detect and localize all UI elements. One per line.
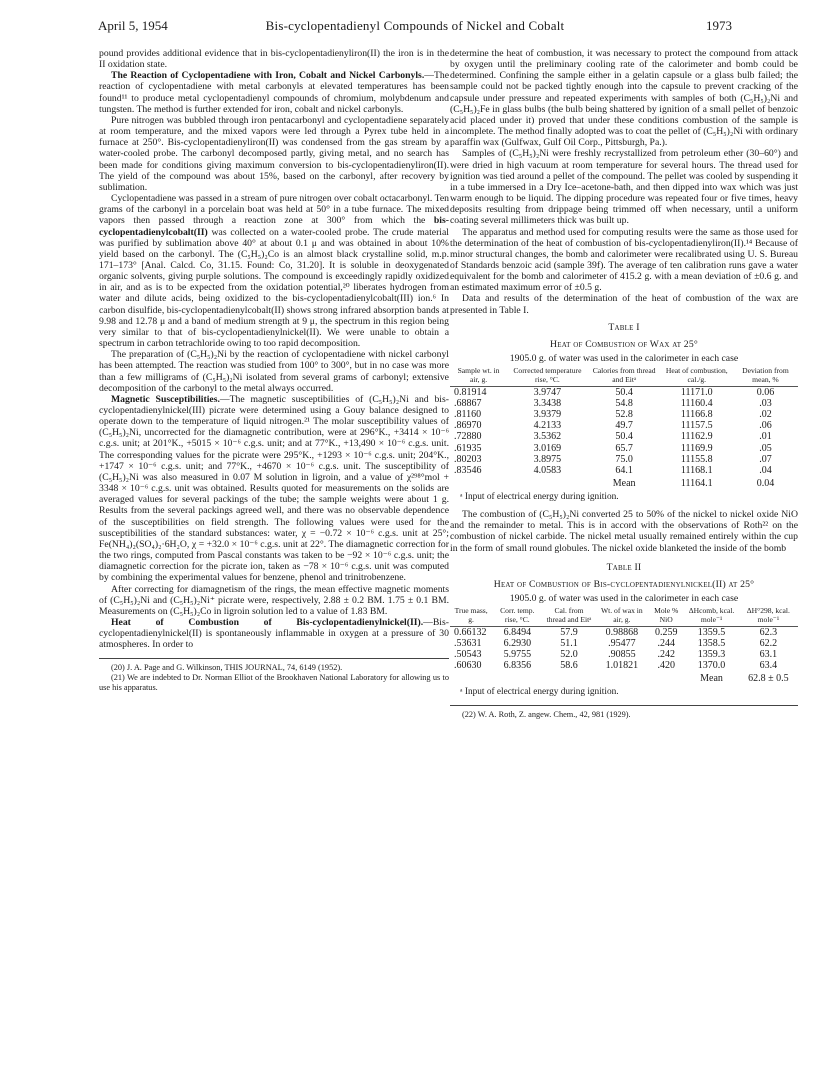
cell: 3.3438: [533, 398, 562, 410]
cell: 57.9: [560, 626, 578, 638]
table-row: [450, 409, 798, 420]
paragraph: [99, 617, 449, 650]
section-heading: Magnetic Susceptibilities.: [111, 393, 220, 405]
section-heading: Heat of Combustion of Bis-cyclopentadienylnickel(II).: [111, 616, 424, 628]
mean-label: Mean: [612, 477, 636, 489]
table-1: [450, 322, 798, 503]
cell: 0.06: [756, 387, 775, 399]
cell: .50543: [454, 649, 482, 661]
cell: .02: [759, 409, 772, 421]
data-table: [450, 607, 798, 684]
cell: 54.8: [615, 398, 633, 410]
cell: .68867: [454, 398, 482, 410]
paragraph-text: Cyclopentadiene was passed in a stream of pure nitrogen over cobalt octacarbonyl. Ten grams of the carbonyl in a porcelain boat was held at 50° in a tube furnace. The mixed vapors then passed through a reaction zone at 300° from which the: [99, 193, 449, 227]
cell: 1370.0: [697, 660, 726, 672]
cell: 11162.9: [680, 431, 713, 443]
cell: .95477: [608, 638, 636, 650]
paragraph: [99, 394, 449, 584]
cell: 0.66132: [454, 626, 487, 638]
cell: .60630: [454, 660, 482, 672]
cell: 0.81914: [454, 387, 487, 399]
cell: .80203: [454, 453, 482, 465]
paragraph: determine the heat of combustion, it was necessary to protect the compound from attack by oxygen until the preliminary cooling rate of the calorimeter and bomb could be determined. Confining the sample either in a gelatin capsule or a glass bulb failed; the sample could not be packed tightly enough into the capsule to prevent cracking of the capsule under pressure and repeated experiments with samples of both (C₅H₅)₂Ni and (C₅H₅)₂Fe in glass bulbs (the bulb being shattered by ignition of a small pellet of benzoic acid placed under it) proved that under these conditions combustion of the sample is incomplete. The method finally adopted was to coat the pellet of (C₅H₅)₂Ni with ordinary paraffin wax (Gulfwax, Gulf Oil Corp., Pittsburgh, Pa.).: [450, 48, 798, 149]
paragraph: The combustion of (C₅H₅)₂Ni converted 25 to 50% of the nickel to nickel oxide NiO and the remainder to metal. This is in accord with the observations of Roth²² on the combustion of nickel carbide. The nickel metal usually remained entirely within the cup in the form of small round globules. The nickel oxide blanketed the inside of the bomb: [450, 509, 798, 554]
cell: .72880: [454, 431, 482, 443]
cell: 1359.5: [697, 626, 726, 638]
table-label: Table I: [608, 321, 640, 333]
mean-value: 11164.1: [680, 477, 713, 489]
cell: 52.8: [615, 409, 633, 421]
table-row: [450, 443, 798, 454]
paragraph: [99, 70, 449, 115]
table-row: [450, 626, 798, 638]
cell: 63.1: [759, 649, 778, 661]
paragraph-text: —The reaction of cyclopentadiene with metal carbonyls at elevated temperatures has been found¹¹ to produce metal cyclopentadienyl compounds of chromium, molybdenum and tungsten. The method is further extended for iron, cobalt and nickel carbonyls.: [99, 70, 449, 115]
mean-row: [450, 476, 798, 489]
cell: .420: [657, 660, 675, 672]
data-table: [450, 367, 798, 489]
section-heading: The Reaction of Cyclopentadiene with Iron, Cobalt and Nickel Carbonyls.: [111, 70, 425, 82]
footnote: (21) We are indebted to Dr. Norman Elliot of the Brookhaven National Laboratory for allowing us to use his apparatus.: [99, 673, 449, 693]
cell: 4.2133: [533, 420, 562, 432]
table-row: [450, 398, 798, 409]
cell: 62.3: [759, 626, 778, 638]
cell: 3.9379: [533, 409, 562, 421]
paragraph: Pure nitrogen was bubbled through iron pentacarbonyl and cyclopentadiene separately at room temperature, and the mixed vapors were led through a Pyrex tube held in a furnace at 250°. Bis-cyclopentadienyliron(II) was condensed from the gas stream by a water-cooled probe. The carbonyl decomposed partly, giving metal, and no search has been made for conditions giving maximum conversion to bis-cyclopentadienyliron(II). The yield of the compound was about 15%, based on the carbonyl, after recovery by sublimation.: [99, 114, 449, 193]
cell: 51.1: [560, 638, 578, 650]
table-row: [450, 387, 798, 399]
cell: 75.0: [615, 453, 633, 465]
table-caption: Heat of Combustion of Wax at 25°: [550, 338, 698, 350]
table-footnote: ᵃ Input of electrical energy during ignition.: [460, 491, 619, 502]
cell: 3.8975: [533, 453, 562, 465]
paragraph: After correcting for diamagnetism of the rings, the mean effective magnetic moments of (C₅H₅)₂Ni and (C₅H₅)₂Ni⁺ picrate were, respectively, 2.88 ± 0.2 BM. 1.75 ± 0.1 BM. Measurements on (C₅H₅)₂Co in ligroin solution led to a value of 1.83 BM.: [99, 583, 449, 617]
cell: .86970: [454, 420, 482, 432]
cell: 3.9747: [533, 387, 562, 399]
cell: 0.98868: [605, 626, 639, 638]
table-note: 1905.0 g. of water was used in the calorimeter in each case: [509, 592, 739, 604]
footnote-divider: [99, 658, 449, 659]
cell: .244: [657, 638, 675, 650]
cell: 4.0583: [533, 464, 562, 476]
paragraph-text: —Bis-cyclopentadienylnickel(II) is spontaneously inflammable in oxygen at a pressure of 30 atmospheres. In order to: [99, 616, 449, 651]
table-2: [450, 562, 798, 699]
column-header: Wt. of wax in air, g.: [596, 607, 648, 626]
header-date: April 5, 1954: [98, 18, 168, 33]
table-row: [450, 649, 798, 660]
cell: .242: [657, 649, 675, 661]
mean-label: Mean: [700, 673, 723, 685]
cell: 1359.3: [697, 649, 726, 661]
cell: 11157.5: [680, 420, 713, 432]
paragraph: Samples of (C₅H₅)₂Ni were freshly recrystallized from petroleum ether (30–60°) and were dried in high vacuum at room temperature for several hours. The thread used for ignition was tied around a pellet of the compound. The pellet was cooled by suspending it in a tube immersed in a Dry Ice–acetone-bath, and then dipped into wax which was just warm enough to be liquid. The dipping procedure was repeated four or five times, heavy deposits resulting from drippage being trimmed off when necessary, until a uniform coating several millimeters thick was built up.: [450, 148, 798, 227]
cell: 49.7: [615, 420, 633, 432]
cell: .83546: [454, 464, 482, 476]
cell: 50.4: [615, 387, 633, 399]
cell: 63.4: [759, 660, 778, 672]
cell: 65.7: [615, 442, 633, 454]
left-column: [99, 48, 449, 693]
paragraph-text: was collected on a water-cooled probe. The crude material was purified by sublimation above 40° at about 0.1 μ and was obtained in about 10% yield based on the carbonyl. The (C₅H₅)₂Co is an almost black crystalline solid, m.p. 171–173° [Anal. Calcd. Co, 31.15. Found: Co, 31.20]. It is soluble in deoxygenated organic solvents, giving purple solutions. The compound is exceedingly rapidly oxidized in air, and as is to be expected from the oxidation potential,²⁰ liberates hydrogen from water and dilute acids, being oxidized to the bis-cyclopentadienylcobalt(III) ion.⁶ In carbon disulfide, bis-cyclopentadienylcobalt(II) shows strong infrared absorption bands at 9.98 and 12.78 μ and a band of medium strength at 9 μ, the spectrum in this region being very similar to that of bis-cyclopentadienylnickel(II). We were unable to obtain a spectrum in carbon tetrachloride owing to too rapid decomposition.: [99, 226, 449, 350]
paragraph: The apparatus and method used for computing results were the same as those used for the determination of the heat of combustion of bis-cyclopentadienyliron(II).¹⁴ Because of minor structural changes, the bomb and calorimeter were recalibrated using U. S. Bureau of Standards benzoic acid (sample 39f). The average of ten calibration runs gave a water equivalent for the bomb and calorimeter of 415.2 g. with a mean deviation of ±0.6 g. and an estimated maximum error of ±0.5 g.: [450, 226, 798, 294]
mean-value: 62.8 ± 0.5: [748, 673, 789, 685]
footnote-divider: [450, 705, 798, 706]
cell: 58.6: [560, 660, 578, 672]
page-number: 1973: [706, 18, 732, 33]
cell: .53631: [454, 638, 482, 650]
column-header: Mole % NiO: [648, 607, 684, 626]
paragraph: The preparation of (C₅H₅)₂Ni by the reaction of cyclopentadiene with nickel carbonyl has been attempted. The reaction was studied from 100° to 300°, but in no case was more than a few milligrams of (C₅H₅)₂Ni isolated from several grams of carbonyl; extensive decomposition of the carbonyl to the metal always occurred.: [99, 349, 449, 394]
column-header: ΔH°298, kcal. mole⁻¹: [739, 607, 798, 626]
cell: 11168.1: [680, 464, 713, 476]
cell: .03: [759, 398, 772, 410]
footnote: (20) J. A. Page and G. Wilkinson, THIS JOURNAL, 74, 6149 (1952).: [111, 663, 343, 673]
paragraph: Data and results of the determination of the heat of combustion of the wax are presented in Table I.: [450, 293, 798, 316]
cell: .07: [759, 453, 772, 465]
table-row: [450, 660, 798, 671]
cell: .90855: [608, 649, 636, 661]
table-row: [450, 431, 798, 442]
table-caption: Heat of Combustion of Bis-cyclopentadienylnickel(II) at 25°: [493, 578, 755, 590]
cell: 6.8356: [503, 660, 532, 672]
paragraph: [99, 193, 449, 349]
table-row: [450, 420, 798, 431]
cell: 3.5362: [533, 431, 562, 443]
cell: .04: [759, 464, 772, 476]
column-header: Calories from thread and Eitᵃ: [588, 367, 661, 386]
column-header: Corrected temperature rise, °C.: [507, 367, 588, 386]
column-header: Heat of combustion, cal./g.: [661, 367, 733, 386]
column-header: True mass, g.: [450, 607, 492, 626]
cell: 6.2930: [503, 638, 532, 650]
cell: 11169.9: [680, 442, 713, 454]
cell: 64.1: [615, 464, 633, 476]
table-row: [450, 454, 798, 465]
cell: .81160: [454, 409, 482, 421]
column-header: ΔHcomb, kcal. mole⁻¹: [684, 607, 738, 626]
cell: 11160.4: [680, 398, 713, 410]
table-footnote: ᵃ Input of electrical energy during ignition.: [460, 687, 619, 698]
table-row: [450, 638, 798, 649]
cell: 11155.8: [680, 453, 713, 465]
paragraph-text: —The magnetic susceptibilities of (C₅H₅)₂Ni and bis-cyclopentadienylnickel(III) picrate were determined using a Gouy balance designed to operate down to the temperature of liquid nitrogen.²¹ The molar susceptibility values of (C₅H₅)₂Ni, uncorrected for the diamagnetic contribution, were at 296°K., +3414 × 10⁻⁶ c.g.s. unit; at 201°K., +5015 × 10⁻⁶ c.g.s. unit; and at 77°K., +13,490 × 10⁻⁶ c.g.s. unit. The corresponding values for the picrate were 295°K., +1293 × 10⁻⁶ c.g.s. unit; 204°K., +1747 × 10⁻⁶ c.g.s. unit; and 77°K., +4670 × 10⁻⁶ c.g.s. unit. The susceptibility of (C₅H₅)₂Ni was also measured in 0.07 M solution in ligroin, and a value of χ²⁹⁸°mol + 3348 × 10⁻⁶ c.g.s. unit was obtained. Results quoted for measurements on the solids are averaged values for several packings of the tube; the sample weights were about 1 g. Results from the several packings agreed well, and there was no observable dependence of the susceptibilities on field strength. The following values were used for the susceptibilities of the standard substances: water, χ = −0.72 × 10⁻⁶ c.g.s. unit at 25°; Fe(NH₄)₂(SO₄)₂·6H₂O, χ = +32.0 × 10⁻⁶ c.g.s. unit at 22°. The diamagnetic correction for the two rings, computed from Pascal constants was taken to be −92 × 10⁻⁶ c.g.s. unit; the diamagnetic correction for the picrate ion, taken as −78 × 10⁻⁶ c.g.s. unit was computed by combining the experimental values for benzene, phenol and trinitrobenzene.: [99, 393, 449, 584]
cell: 5.9755: [503, 649, 532, 661]
right-column: [450, 48, 798, 720]
table-row: [450, 465, 798, 476]
cell: 1358.5: [697, 638, 726, 650]
footnote: (22) W. A. Roth, Z. angew. Chem., 42, 981 (1929).: [462, 709, 631, 719]
cell: 0.259: [654, 626, 678, 638]
table-note: 1905.0 g. of water was used in the calorimeter in each case: [509, 353, 739, 365]
cell: .05: [759, 442, 772, 454]
column-header: Corr. temp. rise, °C.: [492, 607, 542, 626]
mean-row: [450, 671, 798, 684]
compound-name: bis-cyclopentadienylcobalt(II): [99, 215, 449, 238]
column-header: Deviation from mean, %: [733, 367, 798, 386]
paragraph: pound provides additional evidence that in bis-cyclopentadienyliron(II) the iron is in the II oxidation state.: [99, 48, 449, 71]
cell: 11171.0: [680, 387, 713, 399]
column-header: Cal. from thread and Eitᵃ: [542, 607, 595, 626]
header-title: Bis-cyclopentadienyl Compounds of Nickel and Cobalt: [265, 18, 565, 33]
cell: .06: [759, 420, 772, 432]
running-header: [98, 18, 732, 38]
table-label: Table II: [606, 561, 642, 573]
cell: 62.2: [759, 638, 778, 650]
cell: 52.0: [560, 649, 578, 661]
cell: 1.01821: [605, 660, 639, 672]
cell: 3.0169: [533, 442, 562, 454]
cell: .61935: [454, 442, 482, 454]
cell: .01: [759, 431, 772, 443]
column-header: Sample wt. in air, g.: [450, 367, 507, 386]
cell: 11166.8: [680, 409, 713, 421]
cell: 6.8494: [503, 626, 532, 638]
mean-deviation: 0.04: [756, 477, 775, 489]
cell: 50.4: [615, 431, 633, 443]
